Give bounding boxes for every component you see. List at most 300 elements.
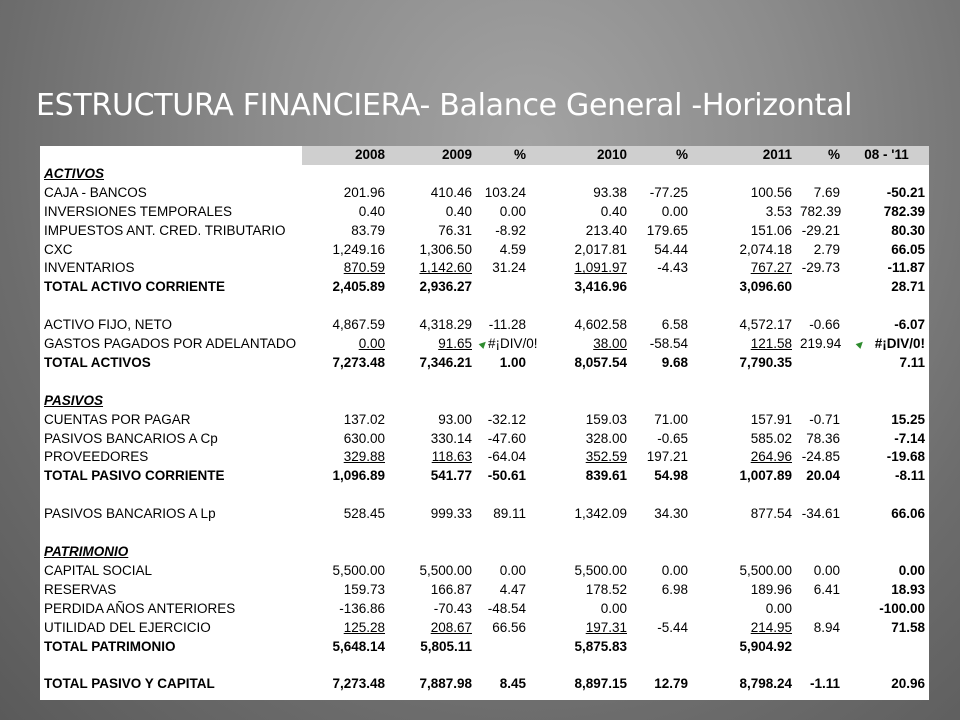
value-cell <box>476 430 530 449</box>
value-cell <box>692 505 796 524</box>
value-cell <box>631 335 692 354</box>
value-cell <box>796 259 844 278</box>
variation-cell <box>844 316 929 335</box>
value-cell <box>476 505 530 524</box>
value-cell <box>631 203 692 222</box>
cell-value: 782.39 <box>883 203 925 219</box>
variation-cell <box>844 278 929 297</box>
cell-value: -77.25 <box>649 184 688 200</box>
cell-value: 4,572.17 <box>739 317 792 333</box>
value-cell <box>692 600 796 619</box>
cell-value: 166.87 <box>430 581 472 597</box>
value-cell <box>476 316 530 335</box>
cell-value: -8.11 <box>894 468 925 484</box>
cell-value: 125.28 <box>343 619 385 635</box>
value-cell <box>389 562 476 581</box>
value-cell <box>631 581 692 600</box>
cell-value: 0.00 <box>765 600 792 616</box>
value-cell <box>631 448 692 467</box>
value-cell <box>796 203 844 222</box>
balance-sheet-table <box>40 146 929 694</box>
row-label: TOTAL PASIVO CORRIENTE <box>44 468 225 484</box>
cell-value: #¡DIV/0! <box>874 336 925 352</box>
value-cell <box>530 638 631 657</box>
cell-value: 410.46 <box>430 184 472 200</box>
cell-value: 3,096.60 <box>739 279 792 295</box>
value-cell <box>631 411 692 430</box>
value-cell <box>389 638 476 657</box>
row-label: TOTAL ACTIVOS <box>44 354 151 370</box>
value-cell <box>476 467 530 486</box>
cell-value: 2,936.27 <box>419 279 472 295</box>
cell-value: -64.04 <box>487 449 526 465</box>
cell-value: 5,904.92 <box>739 638 792 654</box>
cell-value: 71.58 <box>891 619 925 635</box>
variation-cell <box>844 448 929 467</box>
section-label: PATRIMONIO <box>44 543 129 559</box>
cell-value: 219.94 <box>800 336 842 352</box>
value-cell <box>631 562 692 581</box>
cell-value: 877.54 <box>750 506 792 522</box>
cell-value: -47.60 <box>487 430 526 446</box>
cell-value: 0.00 <box>499 562 526 578</box>
table-row <box>40 562 929 581</box>
value-cell <box>530 203 631 222</box>
cell-value: -29.73 <box>801 260 840 276</box>
cell-value: 5,500.00 <box>419 562 472 578</box>
table-row <box>40 203 929 222</box>
value-cell <box>796 562 844 581</box>
value-cell <box>692 638 796 657</box>
cell-value: 3,416.96 <box>574 279 627 295</box>
value-cell <box>692 354 796 373</box>
value-cell <box>302 354 389 373</box>
value-cell <box>389 203 476 222</box>
cell-value: -19.68 <box>886 449 925 465</box>
value-cell <box>796 467 844 486</box>
cell-value: 214.95 <box>750 619 792 635</box>
cell-value: 5,500.00 <box>739 562 792 578</box>
cell-value: 4,602.58 <box>574 317 627 333</box>
row-label: TOTAL PATRIMONIO <box>44 638 176 654</box>
cell-value: 5,805.11 <box>420 638 472 654</box>
table-row <box>40 411 929 430</box>
value-cell <box>476 354 530 373</box>
table-body <box>40 146 929 694</box>
value-cell <box>302 638 389 657</box>
row-label: CXC <box>44 241 73 257</box>
value-cell <box>530 505 631 524</box>
cell-value: -50.21 <box>886 184 925 200</box>
cell-value: 0.00 <box>661 203 688 219</box>
row-label: PASIVOS BANCARIOS A Cp <box>44 430 218 446</box>
cell-value: 20.96 <box>891 676 925 692</box>
value-cell <box>692 203 796 222</box>
cell-value: 630.00 <box>343 430 385 446</box>
cell-value: 12.79 <box>654 676 688 692</box>
value-cell <box>389 581 476 600</box>
value-cell <box>692 430 796 449</box>
value-cell <box>389 335 476 354</box>
value-cell <box>530 259 631 278</box>
cell-value: 189.96 <box>750 581 792 597</box>
value-cell <box>389 448 476 467</box>
total-row <box>40 278 929 297</box>
cell-value: 71.00 <box>654 411 688 427</box>
table-row <box>40 430 929 449</box>
error-indicator-icon: ▾ <box>852 337 867 352</box>
cell-value: 7,273.48 <box>332 676 385 692</box>
value-cell <box>389 505 476 524</box>
value-cell <box>796 411 844 430</box>
value-cell <box>530 675 631 694</box>
cell-value: 4.47 <box>499 581 526 597</box>
value-cell <box>796 354 844 373</box>
table-row <box>40 241 929 260</box>
cell-value: 28.71 <box>891 279 925 295</box>
value-cell <box>302 581 389 600</box>
value-cell <box>389 354 476 373</box>
value-cell <box>692 278 796 297</box>
cell-value: 159.03 <box>585 411 627 427</box>
balance-sheet-table-container <box>40 146 929 700</box>
cell-value: 1,306.50 <box>419 241 472 257</box>
cell-value: 5,500.00 <box>574 562 627 578</box>
section-label: PASIVOS <box>44 392 104 408</box>
value-cell <box>389 278 476 297</box>
value-cell <box>796 278 844 297</box>
row-label: PROVEEDORES <box>44 449 149 465</box>
value-cell <box>796 675 844 694</box>
value-cell <box>476 222 530 241</box>
cell-value: 782.39 <box>800 203 842 219</box>
cell-value: 1,091.97 <box>574 260 627 276</box>
cell-value: 34.30 <box>654 506 688 522</box>
cell-value: 54.44 <box>654 241 688 257</box>
cell-value: 2,074.18 <box>739 241 792 257</box>
cell-value: -11.28 <box>488 317 526 333</box>
cell-value: 2,017.81 <box>574 241 627 257</box>
cell-value: 76.31 <box>438 222 472 238</box>
column-header: 2011 <box>692 146 796 165</box>
value-cell <box>631 505 692 524</box>
value-cell <box>476 600 530 619</box>
cell-value: -70.43 <box>433 600 472 616</box>
table-header-row <box>40 146 929 165</box>
cell-value: 66.05 <box>891 241 925 257</box>
value-cell <box>389 411 476 430</box>
blank-row <box>40 524 929 543</box>
cell-value: 9.68 <box>661 354 688 370</box>
cell-value: 38.00 <box>593 336 627 352</box>
table-row <box>40 184 929 203</box>
blank-row <box>40 656 929 675</box>
cell-value: 8,798.24 <box>739 676 792 692</box>
cell-value: 93.38 <box>593 184 627 200</box>
cell-value: 0.40 <box>358 203 385 219</box>
value-cell <box>796 505 844 524</box>
value-cell <box>389 619 476 638</box>
value-cell <box>389 675 476 694</box>
column-header: 08 - '11 <box>844 146 929 165</box>
cell-value: 328.00 <box>585 430 627 446</box>
cell-value: 0.00 <box>600 600 627 616</box>
row-label: RESERVAS <box>44 581 117 597</box>
cell-value: 80.30 <box>891 222 925 238</box>
value-cell <box>302 241 389 260</box>
variation-cell <box>844 203 929 222</box>
value-cell <box>530 278 631 297</box>
cell-value: 208.67 <box>430 619 472 635</box>
variation-cell <box>844 241 929 260</box>
value-cell <box>389 467 476 486</box>
value-cell <box>530 581 631 600</box>
value-cell <box>302 467 389 486</box>
value-cell <box>631 316 692 335</box>
cell-value: 1.00 <box>499 354 526 370</box>
value-cell <box>530 448 631 467</box>
value-cell <box>796 600 844 619</box>
row-label: INVERSIONES TEMPORALES <box>44 203 233 219</box>
cell-value: 197.21 <box>646 449 688 465</box>
row-label: PERDIDA AÑOS ANTERIORES <box>44 600 236 616</box>
cell-value: 1,096.89 <box>332 468 385 484</box>
cell-value: 103.24 <box>484 184 526 200</box>
table-row <box>40 505 929 524</box>
value-cell <box>692 619 796 638</box>
row-label: TOTAL PASIVO Y CAPITAL <box>44 676 215 692</box>
value-cell <box>692 184 796 203</box>
variation-cell <box>844 184 929 203</box>
cell-value: 4,867.59 <box>332 317 385 333</box>
blank-row <box>40 297 929 316</box>
value-cell <box>302 675 389 694</box>
value-cell <box>302 600 389 619</box>
cell-value: 8.45 <box>499 676 526 692</box>
value-cell <box>302 562 389 581</box>
cell-value: 3.53 <box>765 203 792 219</box>
value-cell <box>476 411 530 430</box>
cell-value: 870.59 <box>343 260 385 276</box>
table-row <box>40 222 929 241</box>
cell-value: 1,342.09 <box>574 506 627 522</box>
variation-cell <box>844 335 929 354</box>
value-cell <box>631 354 692 373</box>
variation-cell <box>844 562 929 581</box>
section-header-row <box>40 165 929 184</box>
cell-value: 93.00 <box>438 411 472 427</box>
cell-value: 159.73 <box>343 581 385 597</box>
value-cell <box>389 241 476 260</box>
cell-value: -0.65 <box>657 430 688 446</box>
value-cell <box>530 222 631 241</box>
slide-title: ESTRUCTURA FINANCIERA- Balance General -Horizontal <box>36 88 853 123</box>
cell-value: 1,249.16 <box>332 241 385 257</box>
value-cell <box>476 184 530 203</box>
value-cell <box>476 241 530 260</box>
cell-value: 31.24 <box>492 260 526 276</box>
value-cell <box>692 562 796 581</box>
cell-value: 329.88 <box>343 449 385 465</box>
table-row <box>40 335 929 354</box>
cell-value: -100.00 <box>879 600 925 616</box>
cell-value: 78.36 <box>806 430 840 446</box>
variation-cell <box>844 675 929 694</box>
cell-value: 767.27 <box>750 260 792 276</box>
cell-value: -7.14 <box>894 430 925 446</box>
cell-value: 100.56 <box>750 184 792 200</box>
row-label: CAPITAL SOCIAL <box>44 562 153 578</box>
cell-value: -8.92 <box>495 222 526 238</box>
row-label: CAJA - BANCOS <box>44 184 147 200</box>
value-cell <box>389 184 476 203</box>
cell-value: -48.54 <box>487 600 526 616</box>
cell-value: 2.79 <box>813 241 840 257</box>
value-cell <box>530 430 631 449</box>
value-cell <box>631 278 692 297</box>
value-cell <box>302 203 389 222</box>
cell-value: 0.40 <box>445 203 472 219</box>
value-cell <box>530 335 631 354</box>
cell-value: 6.41 <box>813 581 840 597</box>
cell-value: 5,875.83 <box>574 638 627 654</box>
cell-value: -0.71 <box>809 411 840 427</box>
value-cell <box>692 467 796 486</box>
value-cell <box>302 448 389 467</box>
total-row <box>40 467 929 486</box>
cell-value: 121.58 <box>750 336 792 352</box>
cell-value: 7,273.48 <box>332 354 385 370</box>
value-cell <box>692 411 796 430</box>
value-cell <box>631 638 692 657</box>
value-cell <box>302 316 389 335</box>
cell-value: 352.59 <box>585 449 627 465</box>
blank-row <box>40 373 929 392</box>
cell-value: 7,346.21 <box>419 354 472 370</box>
cell-value: -50.61 <box>487 468 526 484</box>
value-cell <box>692 675 796 694</box>
cell-value: 8.94 <box>813 619 840 635</box>
value-cell <box>796 316 844 335</box>
cell-value: 1,142.60 <box>419 260 472 276</box>
variation-cell <box>844 411 929 430</box>
value-cell <box>631 600 692 619</box>
cell-value: 541.77 <box>430 468 472 484</box>
value-cell <box>631 259 692 278</box>
cell-value: 201.96 <box>343 184 385 200</box>
cell-value: 7,790.35 <box>739 354 792 370</box>
cell-value: -32.12 <box>487 411 526 427</box>
value-cell <box>302 411 389 430</box>
variation-cell <box>844 259 929 278</box>
value-cell <box>302 222 389 241</box>
cell-value: 5,648.14 <box>332 638 385 654</box>
value-cell <box>631 619 692 638</box>
cell-value: 528.45 <box>343 506 385 522</box>
total-row <box>40 354 929 373</box>
value-cell <box>530 316 631 335</box>
cell-value: -24.85 <box>801 449 840 465</box>
cell-value: 6.98 <box>661 581 688 597</box>
value-cell <box>476 638 530 657</box>
value-cell <box>692 316 796 335</box>
variation-cell <box>844 581 929 600</box>
column-header: % <box>476 146 530 165</box>
value-cell <box>692 335 796 354</box>
cell-value: 264.96 <box>750 449 792 465</box>
value-cell <box>631 241 692 260</box>
value-cell <box>302 278 389 297</box>
column-header <box>40 146 302 165</box>
cell-value: 330.14 <box>430 430 472 446</box>
value-cell <box>302 430 389 449</box>
total-row <box>40 675 929 694</box>
cell-value: 197.31 <box>585 619 627 635</box>
cell-value: 15.25 <box>891 411 925 427</box>
cell-value: 7.69 <box>813 184 840 200</box>
value-cell <box>389 259 476 278</box>
cell-value: 0.40 <box>600 203 627 219</box>
value-cell <box>796 241 844 260</box>
total-row <box>40 638 929 657</box>
cell-value: -1.11 <box>809 676 840 692</box>
value-cell <box>476 562 530 581</box>
error-indicator-icon: ▾ <box>475 337 490 352</box>
table-row <box>40 316 929 335</box>
cell-value: 5,500.00 <box>332 562 385 578</box>
row-label: TOTAL ACTIVO CORRIENTE <box>44 279 226 295</box>
section-label: ACTIVOS <box>44 165 105 181</box>
cell-value: -58.54 <box>649 336 688 352</box>
value-cell <box>692 241 796 260</box>
row-label: GASTOS PAGADOS POR ADELANTADO <box>44 336 297 352</box>
value-cell <box>530 241 631 260</box>
value-cell <box>389 600 476 619</box>
row-label: PASIVOS BANCARIOS A Lp <box>44 506 216 522</box>
cell-value: -5.44 <box>657 619 688 635</box>
value-cell <box>796 335 844 354</box>
cell-value: 999.33 <box>430 506 472 522</box>
cell-value: 0.00 <box>813 562 840 578</box>
variation-cell <box>844 354 929 373</box>
value-cell <box>796 184 844 203</box>
cell-value: 0.00 <box>358 336 385 352</box>
value-cell <box>796 581 844 600</box>
value-cell <box>796 448 844 467</box>
cell-value: 4.59 <box>499 241 526 257</box>
cell-value: -0.66 <box>809 317 840 333</box>
column-header: % <box>631 146 692 165</box>
cell-value: -4.43 <box>657 260 688 276</box>
value-cell <box>692 448 796 467</box>
value-cell <box>530 562 631 581</box>
variation-cell <box>844 619 929 638</box>
variation-cell <box>844 467 929 486</box>
value-cell <box>692 222 796 241</box>
value-cell <box>631 184 692 203</box>
value-cell <box>302 184 389 203</box>
cell-value: 118.63 <box>431 449 472 465</box>
value-cell <box>476 619 530 638</box>
cell-value: 137.02 <box>343 411 385 427</box>
cell-value: 0.00 <box>898 562 925 578</box>
column-header: 2010 <box>530 146 631 165</box>
value-cell <box>796 430 844 449</box>
value-cell <box>796 619 844 638</box>
cell-value: 6.58 <box>661 317 688 333</box>
value-cell <box>302 335 389 354</box>
value-cell <box>530 467 631 486</box>
